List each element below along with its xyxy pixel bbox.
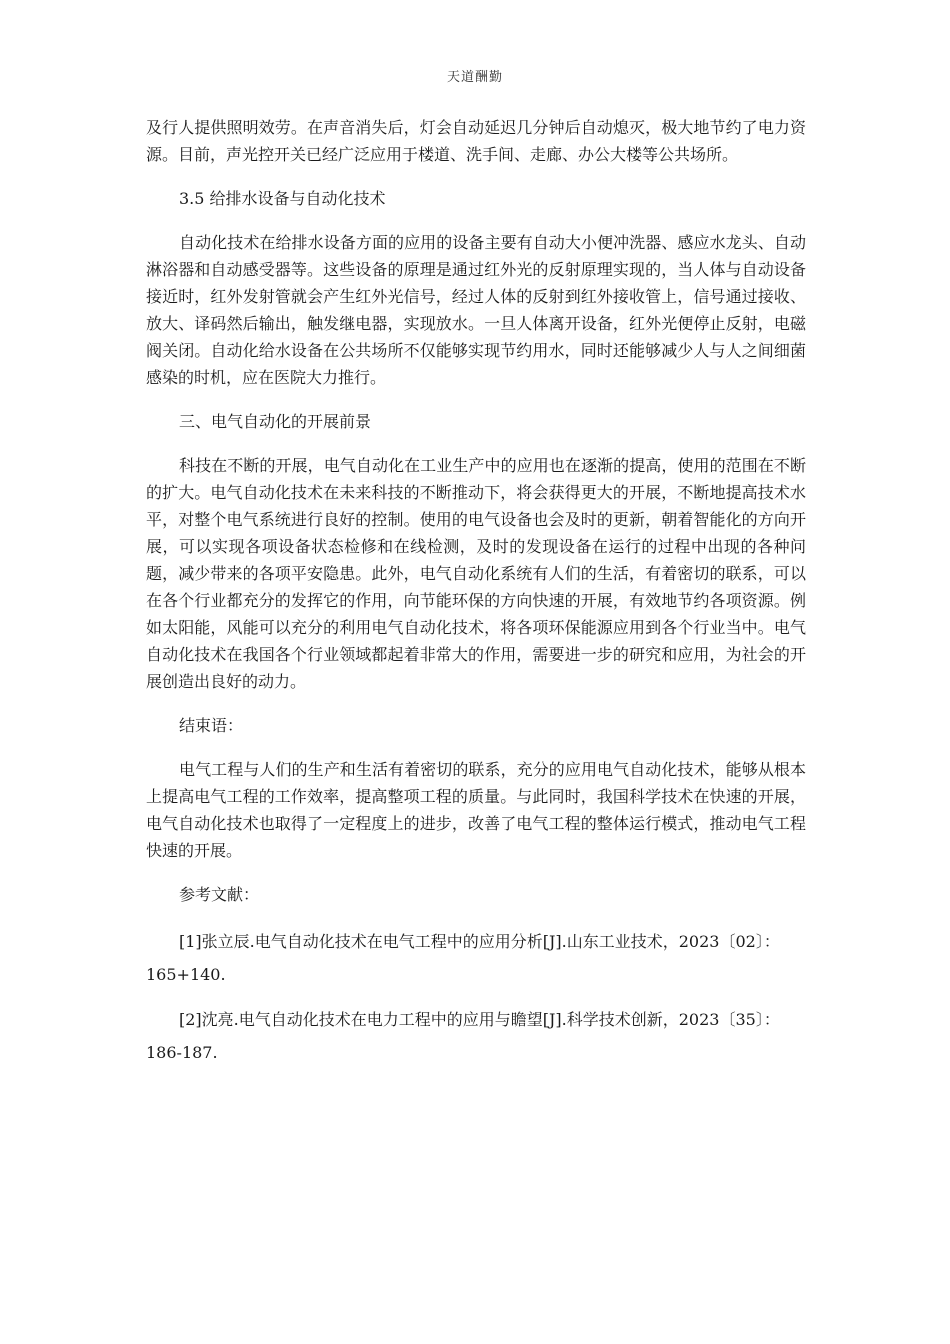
section-heading-references: 参考文献： [179, 885, 260, 904]
section-heading-water-supply: 3.5 给排水设备与自动化技术 [179, 189, 386, 208]
paragraph-lighting: 及行人提供照明效劳。在声音消失后，灯会自动延迟几分钟后自动熄灭，极大地节约了电力资源。目前，声光控开关已经广泛应用于楼道、洗手间、走廊、办公大楼等公共场所。 [146, 118, 806, 164]
reference-item-1: [1]张立辰.电气自动化技术在电气工程中的应用分析[J].山东工业技术，2023〔02〕：165+140. [146, 932, 780, 984]
document-body [146, 114, 806, 1081]
section-heading-conclusion: 结束语： [179, 716, 244, 735]
reference-item-2: [2]沈亮.电气自动化技术在电力工程中的应用与瞻望[J].科学技术创新，2023〔35〕：186-187. [146, 1010, 780, 1062]
section-heading-prospects: 三、电气自动化的开展前景 [179, 412, 372, 431]
paragraph-conclusion: 电气工程与人们的生产和生活有着密切的联系，充分的应用电气自动化技术，能够从根本上提高电气工程的工作效率，提高整项工程的质量。与此同时，我国科学技术在快速的开展，电气自动化技术也取得了一定程度上的进步，改善了电气工程的整体运行模式，推动电气工程快速的开展。 [146, 760, 806, 860]
page-header: 天道酬勤 [446, 70, 503, 85]
paragraph-prospects: 科技在不断的开展，电气自动化在工业生产中的应用也在逐渐的提高，使用的范围在不断的扩大。电气自动化技术在未来科技的不断推动下，将会获得更大的开展，不断地提高技术水平，对整个电气系统进行良好的控制。使用的电气设备也会及时的更新，朝着智能化的方向开展，可以实现各项设备状态检修和在线检测，及时的发现设备在运行的过程中出现的各种问题，减少带来的各项平安隐患。此外，电气自动化系统有人们的生活，有着密切的联系，可以在各个行业都充分的发挥它的作用，向节能环保的方向快速的开展，有效地节约各项资源。例如太阳能，风能可以充分的利用电气自动化技术，将各项环保能源应用到各个行业当中。电气自动化技术在我国各个行业领域都起着非常大的作用，需要进一步的研究和应用，为社会的开展创造出良好的动力。 [146, 456, 806, 691]
paragraph-water-supply: 自动化技术在给排水设备方面的应用的设备主要有自动大小便冲洗器、感应水龙头、自动淋浴器和自动感受器等。这些设备的原理是通过红外光的反射原理实现的，当人体与自动设备接近时，红外发射管就会产生红外光信号，经过人体的反射到红外接收管上，信号通过接收、放大、译码然后输出，触发继电器，实现放水。一旦人体离开设备，红外光便停止反射，电磁阀关闭。自动化给水设备在公共场所不仅能够实现节约用水，同时还能够减少人与人之间细菌感染的时机，应在医院大力推行。 [146, 233, 806, 387]
